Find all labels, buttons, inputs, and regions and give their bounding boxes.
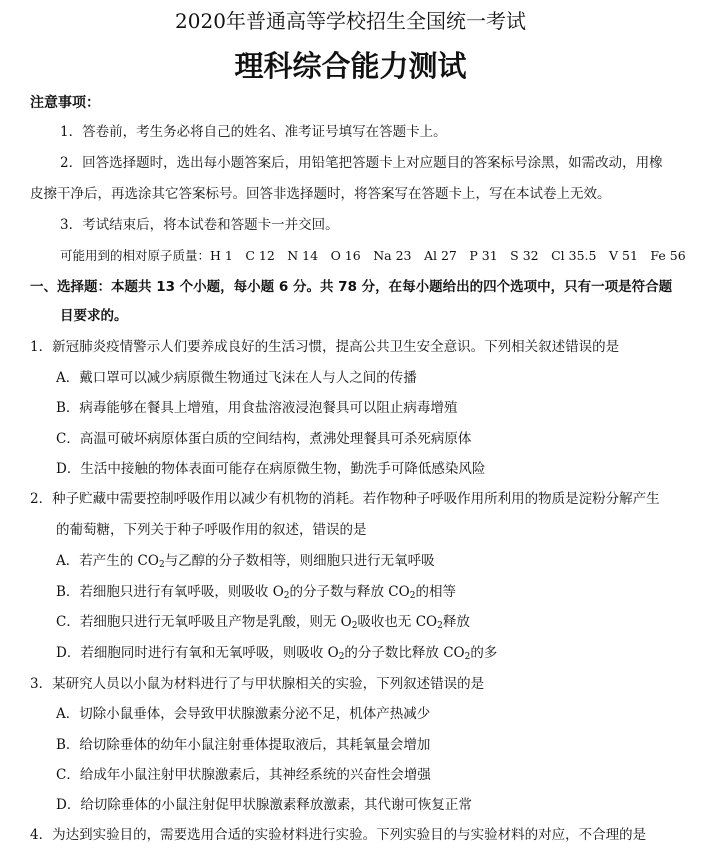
q2-option-b: B．若细胞只进行有氧呼吸，则吸收 $O_2$的分子数与释放 $CO_2$的相等	[56, 584, 456, 601]
q1-option-a: A．戴口罩可以减少病原微生物通过飞沫在人与人之间的传播	[56, 370, 417, 386]
q3-stem: 3．某研究人员以小鼠为材料进行了与甲状腺相关的实验，下列叙述错误的是	[30, 676, 485, 692]
atomic-masses: 可能用到的相对原子质量：H 1 C 12 N 14 O 16 Na 23 Al 27 P 31 S 32 Cl 35.5 V 51 Fe 56	[60, 248, 686, 263]
notice-heading: 注意事项：	[30, 95, 100, 111]
notice-item-2-line-1: 2．回答选择题时，选出每小题答案后，用铅笔把答题卡上对应题目的答案标号涂黑，如需改动，用橡	[60, 155, 663, 171]
q2-option-c: C．若细胞只进行无氧呼吸且产物是乳酸，则无 $O_2$吸收也无 $CO_2$释放	[56, 614, 470, 631]
notice-item-1: 1．答卷前，考生务必将自己的姓名、准考证号填写在答题卡上。	[60, 124, 447, 140]
subject-title: 理科综合能力测试	[234, 49, 467, 83]
section-heading-line-2: 目要求的。	[60, 308, 128, 324]
q1-option-d: D．生活中接触的物体表面可能存在病原微生物，勤洗手可降低感染风险	[56, 461, 486, 477]
q1-option-b: B．病毒能够在餐具上增殖，用食盐溶液浸泡餐具可以阻止病毒增殖	[56, 400, 458, 416]
q2-stem-line-2: 的葡萄糖，下列关于种子呼吸作用的叙述，错误的是	[56, 522, 367, 538]
section-heading-line-1: 一、选择题：本题共 13 个小题，每小题 6 分。共 78 分，在每小题给出的四个选项中，只有一项是符合题	[30, 279, 673, 295]
q1-stem: 1．新冠肺炎疫情警示人们要养成良好的生活习惯，提高公共卫生安全意识。下列相关叙述错误的是	[30, 339, 620, 355]
notice-item-3: 3．考试结束后，将本试卷和答题卡一并交回。	[60, 217, 339, 233]
q3-option-b: B．给切除垂体的幼年小鼠注射垂体提取液后，其耗氧量会增加	[56, 737, 431, 753]
q4-stem: 4．为达到实验目的，需要选用合适的实验材料进行实验。下列实验目的与实验材料的对应，不合理的是	[30, 827, 647, 843]
q3-option-a: A．切除小鼠垂体，会导致甲状腺激素分泌不足，机体产热减少	[56, 706, 431, 722]
notice-item-2-line-2: 皮擦干净后，再选涂其它答案标号。回答非选择题时，将答案写在答题卡上，写在本试卷上无效。	[30, 186, 611, 202]
q2-option-a: A．若产生的 $CO_2$与乙醇的分子数相等，则细胞只进行无氧呼吸	[56, 553, 435, 570]
q1-option-c: C．高温可破坏病原体蛋白质的空间结构，煮沸处理餐具可杀死病原体	[56, 431, 472, 447]
exam-title: 2020年普通高等学校招生全国统一考试	[175, 9, 526, 33]
q3-option-d: D．给切除垂体的小鼠注射促甲状腺激素释放激素，其代谢可恢复正常	[56, 797, 472, 813]
q2-stem-line-1: 2．种子贮藏中需要控制呼吸作用以减少有机物的消耗。若作物种子呼吸作用所利用的物质是淀粉分解产生	[30, 491, 660, 507]
q3-option-c: C．给成年小鼠注射甲状腺激素后，其神经系统的兴奋性会增强	[56, 767, 431, 783]
q2-option-d: D．若细胞同时进行有氧和无氧呼吸，则吸收 $O_2$的分子数比释放 $CO_2$的多	[56, 645, 498, 662]
